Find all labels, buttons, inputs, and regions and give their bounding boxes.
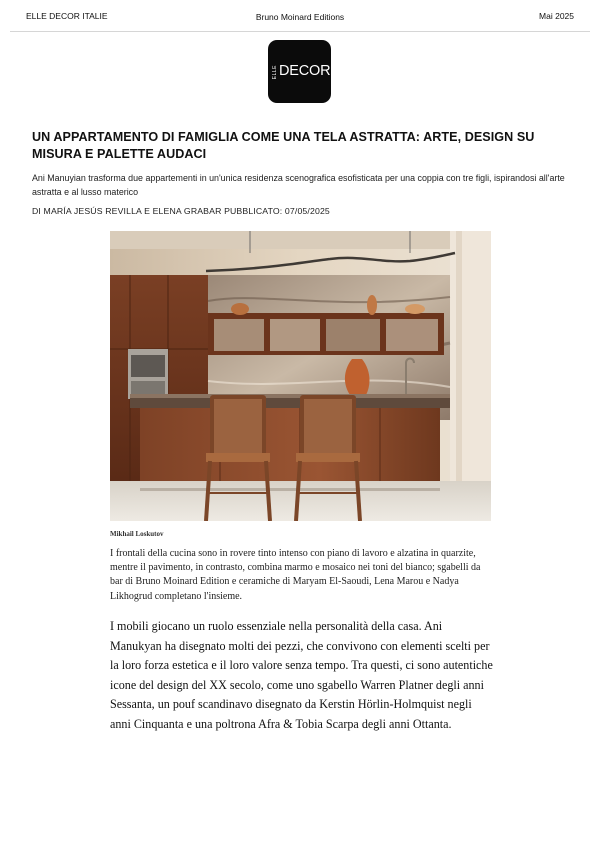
logo-elle-text: ELLE (272, 65, 278, 80)
issue-date: Mai 2025 (539, 11, 574, 21)
magazine-name: ELLE DECOR ITALIE (26, 11, 108, 21)
article-subtitle: Ani Manuyian trasforma due appartementi in un'unica residenza scenografica esofisticata per una coppia con tre figli, ispirandosi all'arte astratta e al lusso materico (32, 173, 565, 197)
logo-decor-text: DECOR (279, 63, 331, 79)
kitchen-photo (110, 231, 491, 521)
elle-decor-logo (268, 40, 331, 103)
article-byline: DI MARÍA JESÚS REVILLA E ELENA GRABAR PUBBLICATO: 07/05/2025 (32, 206, 330, 216)
photo-credit: Mikhail Loskutov (110, 530, 164, 538)
page-header (0, 0, 600, 30)
header-divider (10, 31, 590, 32)
photo-caption: I frontali della cucina sono in rovere tinto intenso con piano di lavoro e alzatina in quarzite, mentre il pavimento, in contrasto, combina marmo e mosaico nei toni del bianco; sgabelli da bar di Bruno Moinard Edition e ceramiche di Maryam El-Saoudi, Lena Marou e Nadya Likhogrud completano l'insieme. (110, 548, 481, 602)
edition-name: Bruno Moinard Editions (255, 12, 345, 22)
article-headline: UN APPARTAMENTO DI FAMIGLIA COME UNA TELA ASTRATTA: ARTE, DESIGN SU MISURA E PALETTE AUDACI (32, 130, 535, 161)
article-body: I mobili giocano un ruolo essenziale nella personalità della casa. Ani Manukyan ha disegnato molti dei pezzi, che convivono con elementi scelti per la loro forza estetica e il loro valore senza tempo. Tra questi, ci sono autentiche icone del design del XX secolo, come uno sgabello Warren Platner degli anni Sessanta, un pouf scandinavo disegnato da Kerstin Hörlin-Holmquist negli anni Cinquanta e una poltrona Afra & Tobia Scarpa degli anni Ottanta. (110, 619, 493, 731)
